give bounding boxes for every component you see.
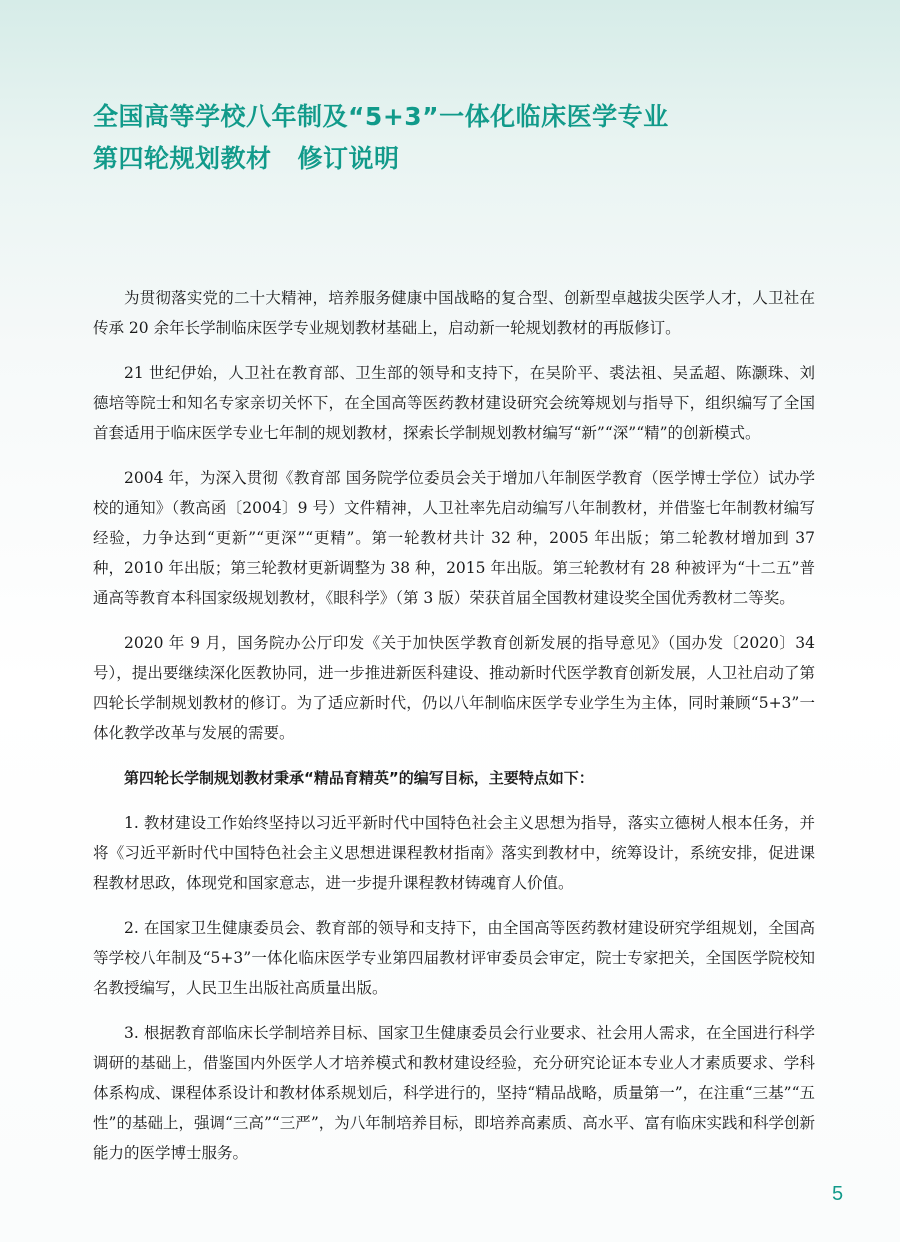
paragraph-history-2004: 2004 年，为深入贯彻《教育部 国务院学位委员会关于增加八年制医学教育（医学博士学位）试办学校的通知》（教高函〔2004〕9 号）文件精神，人卫社率先启动编写八年制教材，并借鉴七年制教材编写经验，力争达到“更新”“更深”“更精”。第一轮教材共计 32 种，2005 年出版；第二轮教材增加到 37 种，2010 年出版；第三轮教材更新调整为 38 种，2015 年出版。第三轮教材有 28 种被评为“十二五”普通高等教育本科国家级规划教材，《眼科学》（第 3 版）荣获首届全国教材建设奖全国优秀教材二等奖。 — [93, 469, 815, 607]
paragraph-intro: 为贯彻落实党的二十大精神，培养服务健康中国战略的复合型、创新型卓越拔尖医学人才，人卫社在传承 20 余年长学制临床医学专业规划教材基础上，启动新一轮规划教材的再版修订。 — [93, 289, 815, 337]
feature-item-1: 1. 教材建设工作始终坚持以习近平新时代中国特色社会主义思想为指导，落实立德树人根本任务，并将《习近平新时代中国特色社会主义思想进课程教材指南》落实到教材中，统筹设计，系统安排，促进课程教材思政，体现党和国家意志，进一步提升课程教材铸魂育人价值。 — [93, 814, 815, 892]
lead-sentence: 第四轮长学制规划教材秉承“精品育精英”的编写目标，主要特点如下： — [124, 769, 594, 787]
title-line-2 — [93, 138, 853, 180]
title-subject: 修订说明 — [297, 144, 400, 173]
body-text — [93, 283, 815, 1183]
title-line-1: 全国高等学校八年制及“5+3”一体化临床医学专业 — [93, 102, 669, 131]
title-series: 第四轮规划教材 — [93, 144, 272, 173]
page-number: 5 — [832, 1183, 844, 1205]
feature-item-3: 3. 根据教育部临床长学制培养目标、国家卫生健康委员会行业要求、社会用人需求，在全国进行科学调研的基础上，借鉴国内外医学人才培养模式和教材建设经验，充分研究论证本专业人才素质要求、学科体系构成、课程体系设计和教材体系规划后，科学进行的，坚持“精品战略，质量第一”，在注重“三基”“五性”的基础上，强调“三高”“三严”，为八年制培养目标，即培养高素质、高水平、富有临床实践和科学创新能力的医学博士服务。 — [93, 1024, 815, 1162]
page-title — [93, 96, 853, 180]
paragraph-history-21c: 21 世纪伊始，人卫社在教育部、卫生部的领导和支持下，在吴阶平、裘法祖、吴孟超、陈灏珠、刘德培等院士和知名专家亲切关怀下，在全国高等医药教材建设研究会统筹规划与指导下，组织编写了全国首套适用于临床医学专业七年制的规划教材，探索长学制规划教材编写“新”“深”“精”的创新模式。 — [93, 364, 815, 442]
paragraph-history-2020: 2020 年 9 月，国务院办公厅印发《关于加快医学教育创新发展的指导意见》（国办发〔2020〕34 号），提出要继续深化医教协同，进一步推进新医科建设、推动新时代医学教育创新发展，人卫社启动了第四轮长学制规划教材的修订。为了适应新时代，仍以八年制临床医学专业学生为主体，同时兼顾“5+3”一体化教学改革与发展的需要。 — [93, 634, 815, 742]
feature-item-2: 2. 在国家卫生健康委员会、教育部的领导和支持下，由全国高等医药教材建设研究学组规划，全国高等学校八年制及“5+3”一体化临床医学专业第四届教材评审委员会审定，院士专家把关，全国医学院校知名教授编写，人民卫生出版社高质量出版。 — [93, 919, 815, 997]
